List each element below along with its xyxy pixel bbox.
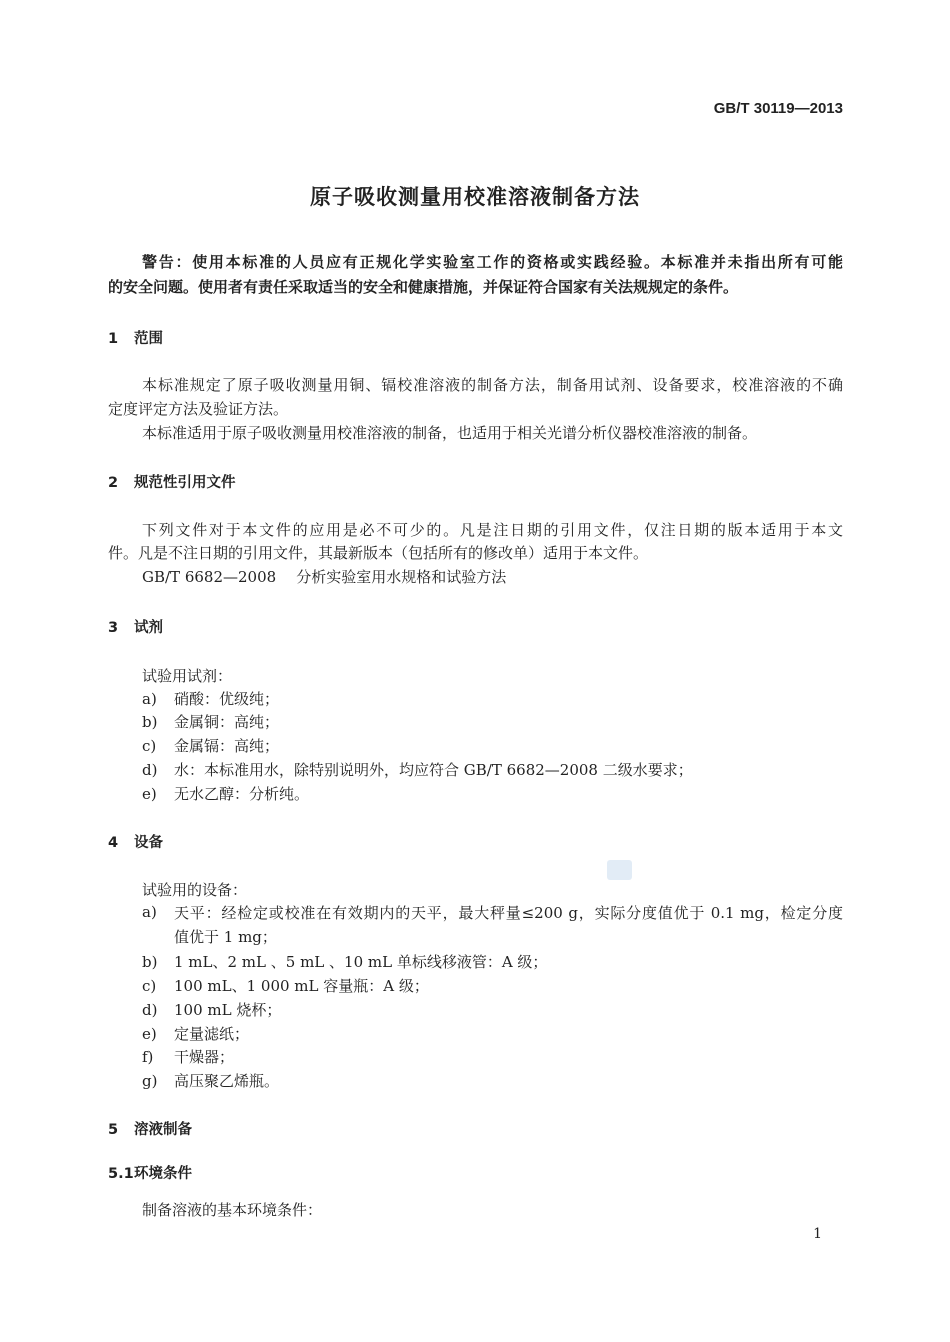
- list-item: d) 水：本标准用水，除特别说明外，均应符合 GB/T 6682—2008 二级水要求；: [142, 761, 693, 779]
- list-item: c) 金属镉：高纯；: [142, 737, 280, 755]
- section-5-heading: 5 溶液制备: [108, 1122, 192, 1138]
- list-item: c) 100 mL、1 000 mL 容量瓶：A 级；: [142, 977, 429, 995]
- paragraph: 制备溶液的基本环境条件：: [142, 1201, 323, 1219]
- section-2-heading: 2 规范性引用文件: [108, 475, 236, 491]
- list-item: g) 高压聚乙烯瓶。: [142, 1072, 280, 1090]
- paragraph: 下列文件对于本文件的应用是必不可少的。凡是注日期的引用文件，仅注日期的版本适用于本文: [142, 521, 843, 539]
- page-title: 原子吸收测量用校准溶液制备方法: [310, 185, 640, 209]
- section-1-heading: 1 范围: [108, 331, 163, 347]
- list-item: e) 定量滤纸；: [142, 1025, 250, 1043]
- list-item: a): [142, 903, 157, 921]
- list-item: f) 干燥器；: [142, 1048, 235, 1066]
- paragraph: 本标准适用于原子吸收测量用校准溶液的制备，也适用于相关光谱分析仪器校准溶液的制备。: [142, 424, 758, 442]
- section-5-1-heading: 5.1环境条件: [108, 1166, 192, 1182]
- list-intro: 试验用的设备：: [142, 881, 248, 899]
- paragraph: 件。凡是不注日期的引用文件，其最新版本（包括所有的修改单）适用于本文件。: [108, 544, 649, 562]
- list-item: e) 无水乙醇：分析纯。: [142, 785, 310, 803]
- paragraph: 本标准规定了原子吸收测量用铜、镉校准溶液的制备方法，制备用试剂、设备要求，校准溶液的不确: [142, 376, 843, 394]
- list-intro: 试验用试剂：: [142, 667, 233, 685]
- list-item: b) 金属铜：高纯；: [142, 713, 280, 731]
- watermark-logo: [607, 860, 632, 880]
- normative-reference: GB/T 6682—2008 分析实验室用水规格和试验方法: [142, 568, 507, 586]
- list-item: a) 硝酸：优级纯；: [142, 690, 280, 708]
- section-3-heading: 3 试剂: [108, 620, 163, 636]
- list-item: d) 100 mL 烧杯；: [142, 1001, 282, 1019]
- list-item: b) 1 mL、2 mL 、5 mL 、10 mL 单标线移液管：A 级；: [142, 953, 548, 971]
- list-item-text: 天平：经检定或校准在有效期内的天平，最大秤量≤200 g，实际分度值优于 0.1 mg，检定分度: [174, 904, 843, 922]
- warning-line-1: 警告：使用本标准的人员应有正规化学实验室工作的资格或实践经验。本标准并未指出所有可能: [142, 253, 843, 271]
- list-item-text: 值优于 1 mg；: [174, 928, 277, 946]
- paragraph: 定度评定方法及验证方法。: [108, 400, 289, 418]
- page-number: 1: [813, 1226, 822, 1242]
- standard-number: GB/T 30119—2013: [713, 100, 843, 117]
- section-4-heading: 4 设备: [108, 835, 163, 851]
- warning-line-2: 的安全问题。使用者有责任采取适当的安全和健康措施，并保证符合国家有关法规规定的条件。: [108, 278, 739, 296]
